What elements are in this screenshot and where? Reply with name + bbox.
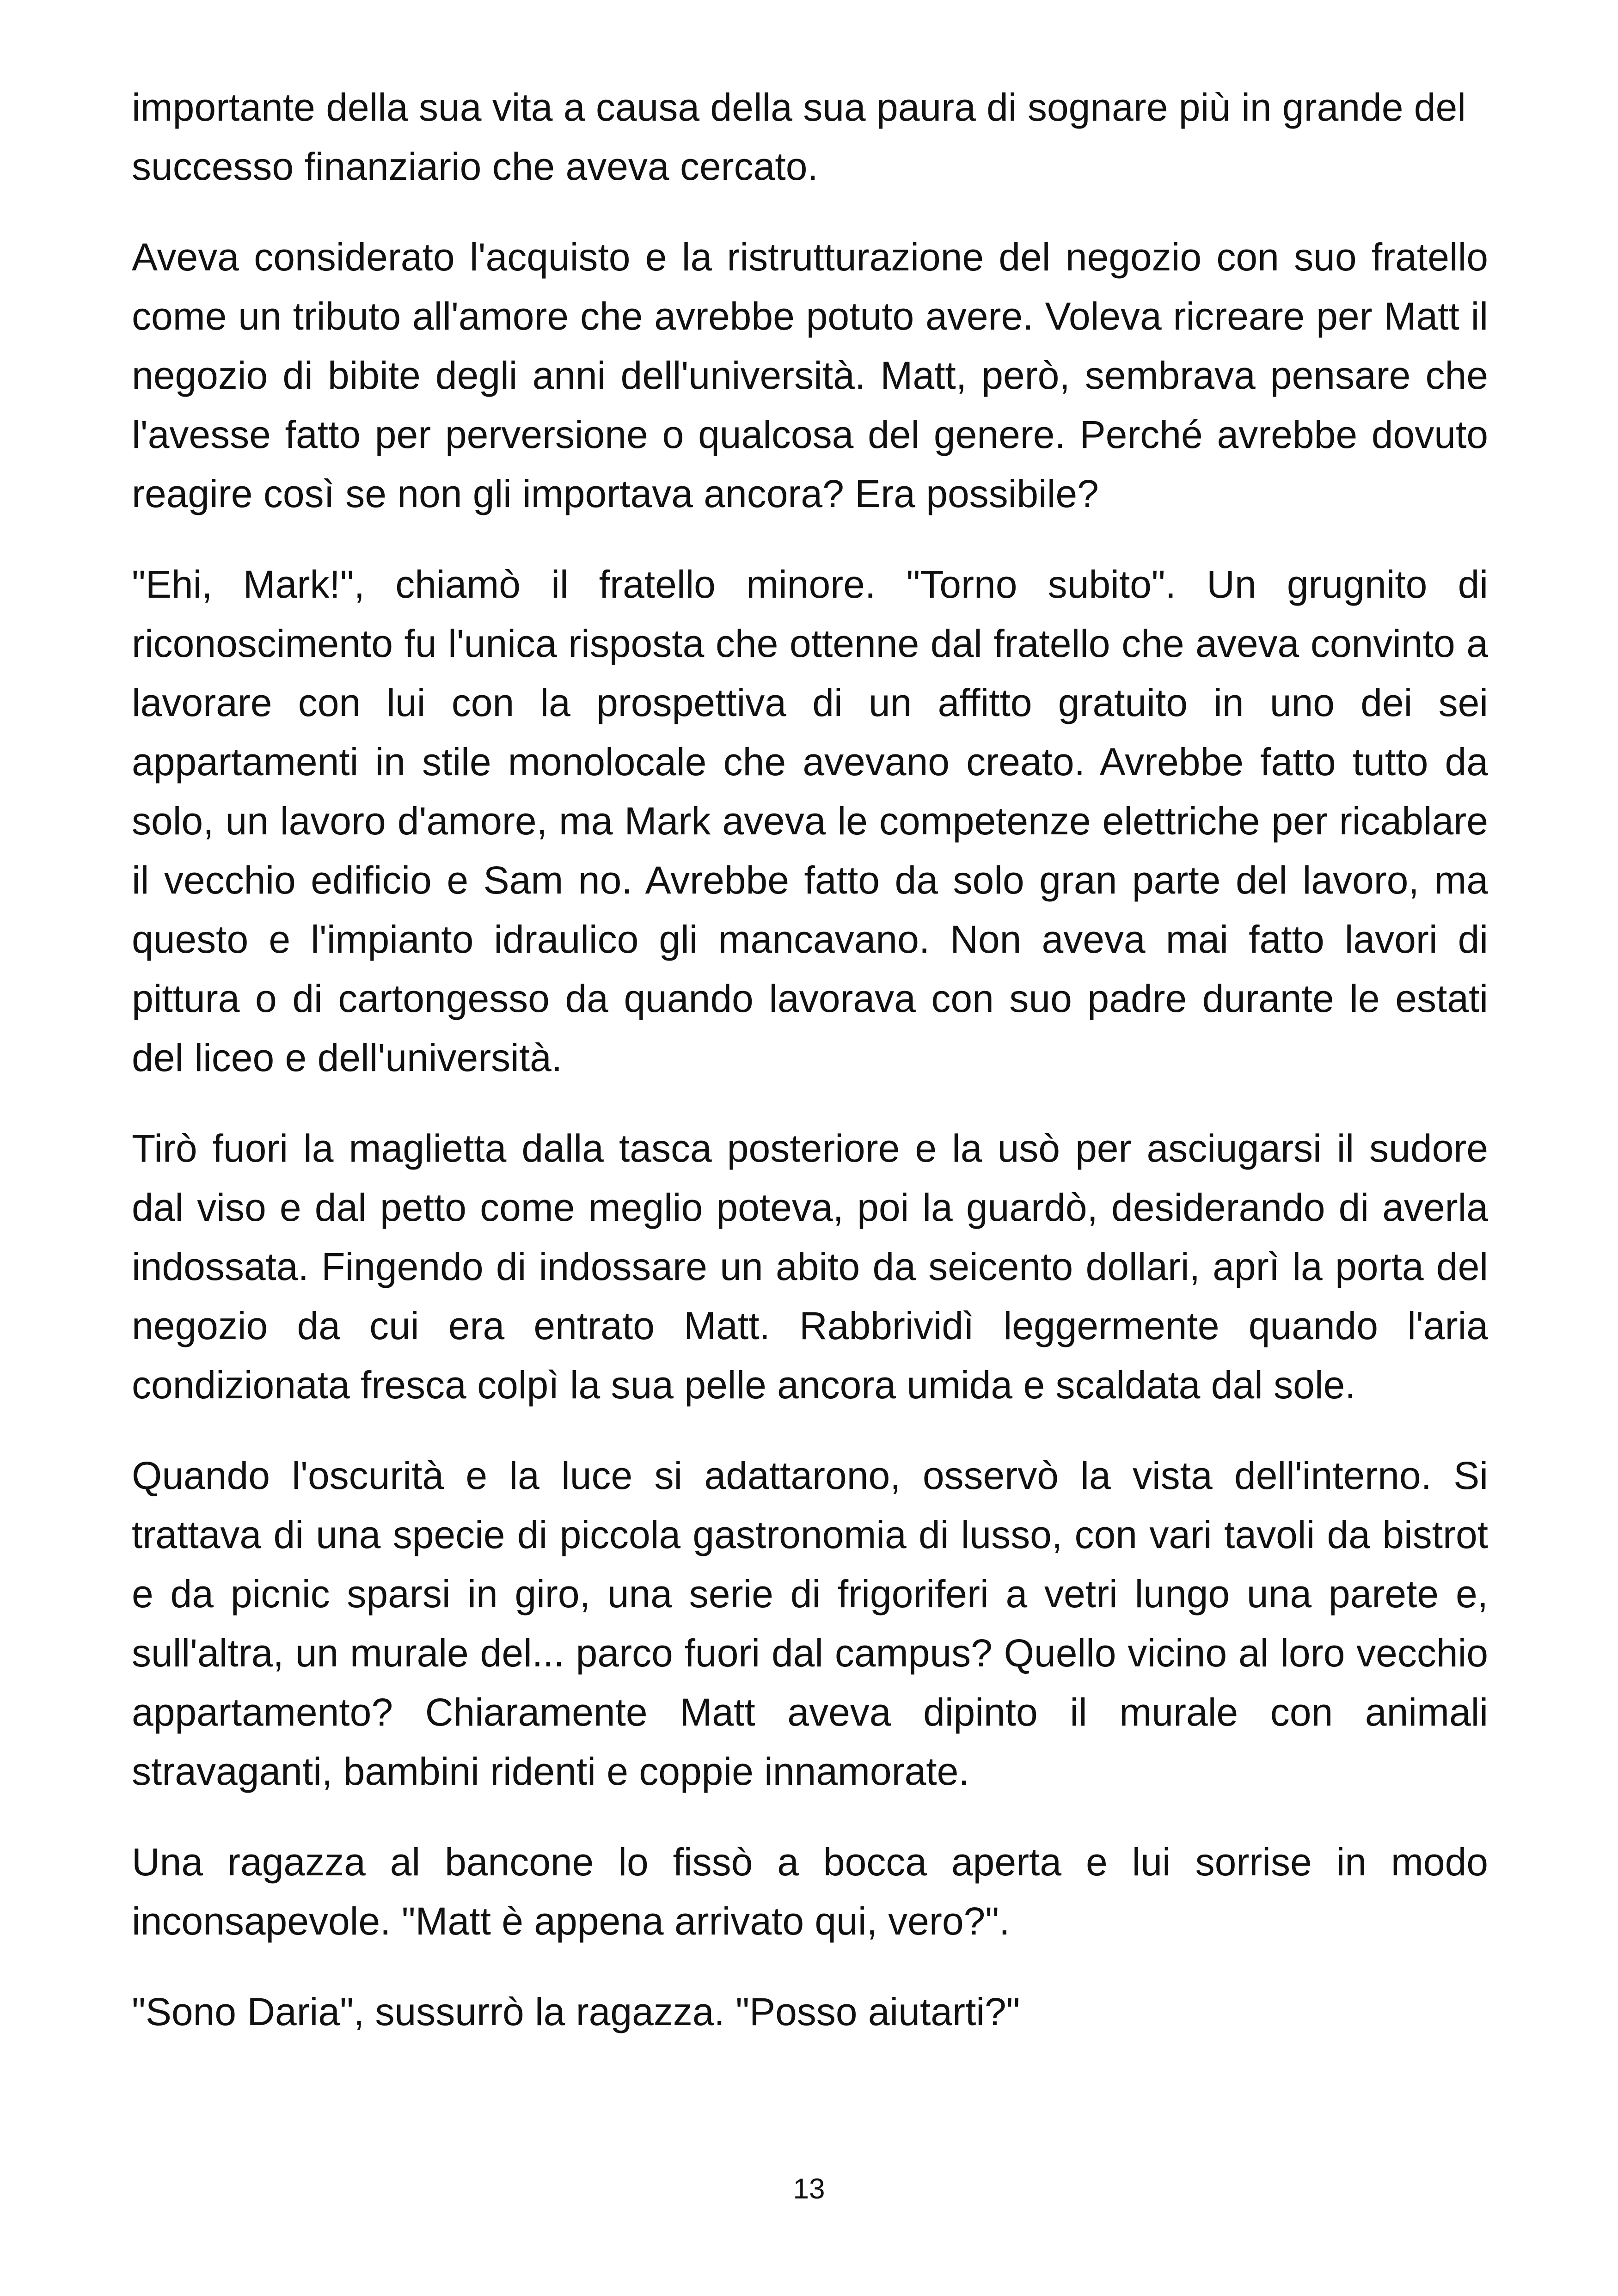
paragraph: Tirò fuori la maglietta dalla tasca posteriore e la usò per asciugarsi il sudore dal viso e dal petto come meglio poteva, poi la guardò, desiderando di averla indossata. Fingendo di indossare un abito da seicento dollari, aprì la porta del negozio da cui era entrato Matt. Rabbrividì leggermente quando l'aria condizionata fresca colpì la sua pelle ancora umida e scaldata dal sole.	[132, 1127, 1488, 1407]
paragraph: importante della sua vita a causa della sua paura di sognare più in grande del successo finanziario che aveva cercato.	[132, 86, 1466, 188]
paragraph: "Sono Daria", sussurrò la ragazza. "Posso aiutarti?"	[132, 1990, 1020, 2033]
paragraph: Quando l'oscurità e la luce si adattarono, osservò la vista dell'interno. Si trattava di una specie di piccola gastronomia di lusso, con vari tavoli da bistrot e da picnic sparsi in giro, una serie di frigoriferi a vetri lungo una parete e, sull'altra, un murale del... parco fuori dal campus? Quello vicino al loro vecchio appartamento? Chiaramente Matt aveva dipinto il murale con animali stravaganti, bambini ridenti e coppie innamorate.	[132, 1454, 1488, 1793]
page-number: 13	[793, 2173, 825, 2205]
body-text	[132, 78, 1488, 2073]
paragraph: Aveva considerato l'acquisto e la ristrutturazione del negozio con suo fratello come un tributo all'amore che avrebbe potuto avere. Voleva ricreare per Matt il negozio di bibite degli anni dell'università. Matt, però, sembrava pensare che l'avesse fatto per perversione o qualcosa del genere. Perché avrebbe dovuto reagire così se non gli importava ancora? Era possibile?	[132, 235, 1488, 515]
paragraph: Una ragazza al bancone lo fissò a bocca aperta e lui sorrise in modo inconsapevole. "Matt è appena arrivato qui, vero?".	[132, 1840, 1488, 1943]
paragraph: "Ehi, Mark!", chiamò il fratello minore. "Torno subito". Un grugnito di riconoscimento fu l'unica risposta che ottenne dal fratello che aveva convinto a lavorare con lui con la prospettiva di un affitto gratuito in uno dei sei appartamenti in stile monolocale che avevano creato. Avrebbe fatto tutto da solo, un lavoro d'amore, ma Mark aveva le competenze elettriche per ricablare il vecchio edificio e Sam no. Avrebbe fatto da solo gran parte del lavoro, ma questo e l'impianto idraulico gli mancavano. Non aveva mai fatto lavori di pittura o di cartongesso da quando lavorava con suo padre durante le estati del liceo e dell'università.	[132, 563, 1488, 1079]
